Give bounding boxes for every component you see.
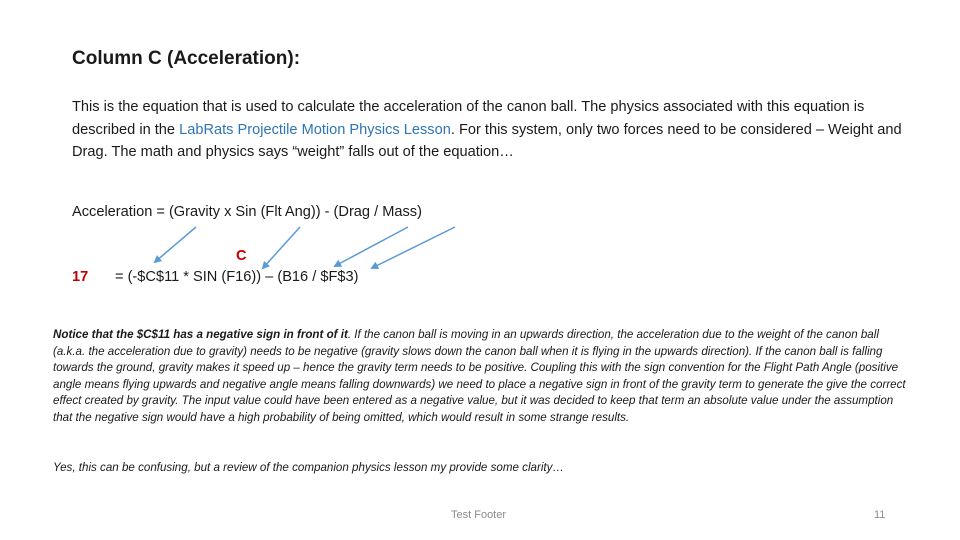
acceleration-equation: Acceleration = (Gravity x Sin (Flt Ang)) - (Drag / Mass) — [72, 204, 422, 220]
excel-formula: = (-$C$11 * SIN (F16)) – (B16 / $F$3) — [115, 269, 359, 285]
intro-text-start: This is the equation that is used to calculate the acceleration of the canon ball. The physics associated with this equation is described in the — [72, 99, 865, 138]
column-letter: C — [236, 248, 247, 264]
page-number: 11 — [874, 509, 886, 521]
note-body: . If the canon ball is moving in an upwards direction, the acceleration due to the weight of the canon ball (a.k.a. the acceleration due to gravity) needs to be negative (gravity slows down the canon ball when it is flying in the upwards direction). If the canon ball is falling towards the ground, gravity makes it speed up – hence the gravity term needs to be positive. Coupling this with the sign convention for the Flight Path Angle (positive angle means flying upwards and negative angle means falling downwards) we need to place a negative sign in front of the gravity term to generate the give the correct effect created by gravity. The input value could have been entered as a negative value, but it was decided to keep that term an absolute value under the assumption that the negative sign would have a high probability of being omitted, which would result in some strange results. — [53, 328, 906, 424]
physics-lesson-link[interactable]: LabRats Projectile Motion Physics Lesson — [179, 121, 451, 138]
drag-arrow — [335, 227, 408, 266]
negative-sign-note — [53, 327, 913, 427]
note-lead: Notice that the $C$11 has a negative sign in front of it — [53, 328, 348, 341]
slide-footer: Test Footer — [451, 509, 507, 521]
intro-paragraph — [72, 96, 902, 164]
gravity-arrow — [155, 227, 196, 262]
flight-angle-arrow — [263, 227, 300, 268]
mass-arrow — [372, 227, 455, 268]
row-number: 17 — [72, 269, 89, 285]
intro-text-end: . For this system, only two forces need to be considered – Weight and Drag. The math and physics says “weight” falls out of the equation… — [72, 121, 902, 160]
closing-note: Yes, this can be confusing, but a review of the companion physics lesson my provide some clarity… — [53, 461, 565, 474]
slide-title: Column C (Acceleration): — [72, 48, 301, 69]
